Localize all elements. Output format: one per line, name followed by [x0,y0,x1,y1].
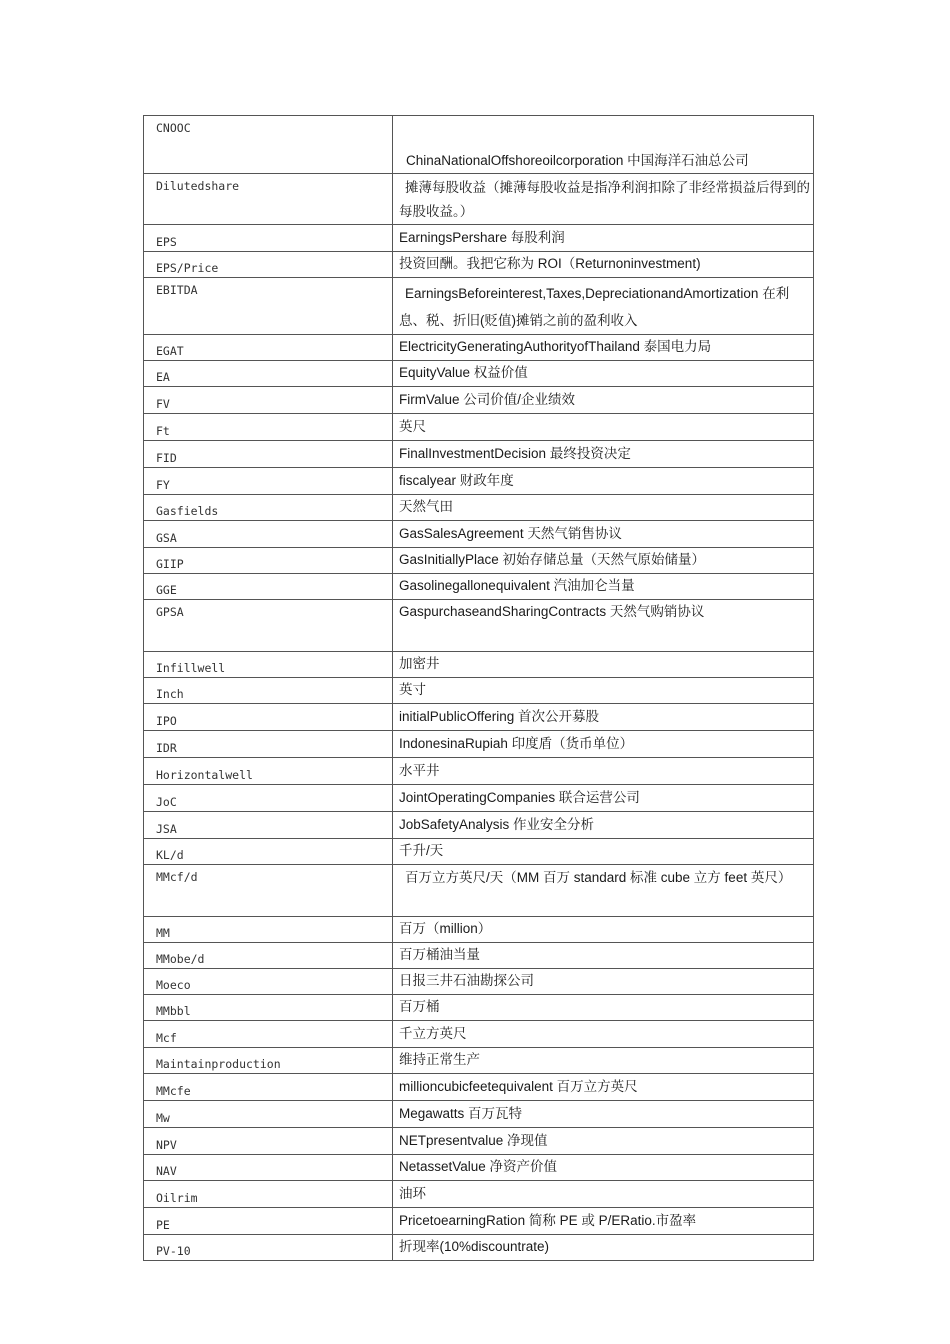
definition-text: PricetoearningRation 简称 PE 或 P/ERatio.市盈率 [399,1213,697,1228]
table-row [144,917,814,943]
term-cell [144,652,393,678]
definition-text: 千升/天 [399,843,444,858]
table-row [144,278,814,335]
definition-cell [393,600,814,652]
term-text: EA [156,370,170,384]
table-row [144,414,814,441]
definition-text: ElectricityGeneratingAuthorityofThailand 泰国电力局 [399,339,712,354]
definition-text: EarningsPershare 每股利润 [399,230,565,245]
definition-text: IndonesinaRupiah 印度盾（货币单位） [399,736,634,751]
term-cell [144,758,393,785]
definition-cell [393,652,814,678]
definition-cell [393,1208,814,1235]
definition-cell [393,917,814,943]
table-row [144,1208,814,1235]
definition-text: 日报三井石油勘探公司 [399,973,534,988]
table-row [144,652,814,678]
term-text: KL/d [156,848,184,862]
term-cell [144,387,393,414]
term-text: MMcf/d [156,870,198,884]
term-text: EPS [156,235,177,249]
term-cell [144,865,393,917]
definition-cell [393,252,814,278]
term-text: FV [156,397,170,411]
term-text: MMobe/d [156,952,205,966]
term-cell [144,600,393,652]
term-cell [144,1208,393,1235]
definition-text: Gasolinegallonequivalent 汽油加仑当量 [399,578,635,593]
glossary-table [143,115,814,1261]
definition-cell [393,995,814,1021]
definition-text: millioncubicfeetequivalent 百万立方英尺 [399,1079,638,1094]
term-cell [144,1235,393,1261]
term-cell [144,785,393,812]
table-row [144,1155,814,1181]
table-row [144,441,814,468]
term-cell [144,174,393,225]
definition-cell [393,495,814,521]
table-row [144,731,814,758]
term-text: GIIP [156,557,184,571]
term-text: GSA [156,531,177,545]
table-row [144,387,814,414]
term-text: IDR [156,741,177,755]
term-cell [144,1021,393,1048]
term-cell [144,335,393,361]
table-row [144,1181,814,1208]
table-row [144,521,814,548]
table-row [144,839,814,865]
term-text: Oilrim [156,1191,198,1205]
definition-cell [393,441,814,468]
term-cell [144,704,393,731]
term-text: EBITDA [156,283,198,297]
definition-cell [393,785,814,812]
term-text: GGE [156,583,177,597]
term-text: Infillwell [156,661,226,675]
term-cell [144,441,393,468]
term-cell [144,278,393,335]
term-cell [144,678,393,704]
term-cell [144,969,393,995]
term-text: MMcfe [156,1084,191,1098]
term-text: IPO [156,714,177,728]
term-cell [144,468,393,495]
table-row [144,1235,814,1261]
definition-text: 加密井 [399,656,440,671]
table-row [144,678,814,704]
term-text: Moeco [156,978,191,992]
table-row [144,1074,814,1101]
definition-text: 百万桶油当量 [399,947,480,962]
table-row [144,758,814,785]
definition-cell [393,704,814,731]
term-cell [144,1048,393,1074]
term-text: Maintainproduction [156,1057,281,1071]
term-cell [144,839,393,865]
term-cell [144,225,393,252]
definition-cell [393,574,814,600]
term-text: JSA [156,822,177,836]
definition-text: 天然气田 [399,499,453,514]
term-text: NAV [156,1164,177,1178]
table-row [144,812,814,839]
term-text: EPS/Price [156,261,219,275]
definition-text: 百万立方英尺/天（MM 百万 standard 标准 cube 立方 feet 英尺） [405,870,792,885]
term-text: Inch [156,687,184,701]
definition-text: initialPublicOffering 首次公开募股 [399,709,600,724]
term-text: Mcf [156,1031,177,1045]
definition-cell [393,361,814,387]
definition-text: 摊薄每股收益（摊薄每股收益是指净利润扣除了非经常损益后得到的每股收益。） [399,180,810,219]
definition-cell [393,865,814,917]
term-cell [144,252,393,278]
table-row [144,1101,814,1128]
definition-text: EquityValue 权益价值 [399,365,528,380]
definition-text: 百万（million） [399,921,492,936]
term-text: PE [156,1218,170,1232]
term-cell [144,943,393,969]
definition-cell [393,1021,814,1048]
table-row [144,1021,814,1048]
definition-cell [393,839,814,865]
term-cell [144,1128,393,1155]
table-row [144,1048,814,1074]
definition-text: JobSafetyAnalysis 作业安全分析 [399,817,595,832]
term-cell [144,574,393,600]
term-cell [144,495,393,521]
definition-cell [393,521,814,548]
definition-text: NETpresentvalue 净现值 [399,1133,548,1148]
term-cell [144,1101,393,1128]
term-cell [144,1155,393,1181]
definition-text: Megawatts 百万瓦特 [399,1106,523,1121]
term-text: MMbbl [156,1004,191,1018]
table-row [144,468,814,495]
definition-cell [393,731,814,758]
term-cell [144,812,393,839]
term-cell [144,116,393,174]
term-cell [144,917,393,943]
definition-text: GasInitiallyPlace 初始存储总量（天然气原始储量） [399,552,706,567]
term-cell [144,995,393,1021]
term-text: Dilutedshare [156,179,240,193]
term-text: JoC [156,795,177,809]
definition-cell [393,1128,814,1155]
table-row [144,785,814,812]
table-row [144,995,814,1021]
definition-text: 投资回酬。我把它称为 ROI（Returnoninvestment) [399,256,701,271]
term-text: FID [156,451,177,465]
table-row [144,335,814,361]
definition-cell [393,1074,814,1101]
definition-cell [393,225,814,252]
definition-text: GaspurchaseandSharingContracts 天然气购销协议 [399,604,705,619]
definition-text: NetassetValue 净资产价值 [399,1159,558,1174]
table-row [144,943,814,969]
definition-text: 千立方英尺 [399,1026,467,1041]
term-text: EGAT [156,344,184,358]
table-row [144,174,814,225]
term-text: PV-10 [156,1244,191,1258]
glossary-body [144,116,814,1261]
definition-text: GasSalesAgreement 天然气销售协议 [399,526,622,541]
table-row [144,969,814,995]
definition-cell [393,1181,814,1208]
term-cell [144,361,393,387]
definition-text: FirmValue 公司价值/企业绩效 [399,392,576,407]
term-text: MM [156,926,170,940]
term-cell [144,1181,393,1208]
definition-cell [393,174,814,225]
definition-cell [393,943,814,969]
definition-cell [393,548,814,574]
table-row [144,548,814,574]
term-cell [144,1074,393,1101]
definition-text: FinalInvestmentDecision 最终投资决定 [399,446,631,461]
term-text: Horizontalwell [156,768,253,782]
term-text: Mw [156,1111,170,1125]
definition-cell [393,335,814,361]
term-text: Gasfields [156,504,219,518]
definition-cell [393,116,814,174]
table-row [144,704,814,731]
definition-cell [393,812,814,839]
definition-text: 百万桶 [399,999,440,1014]
definition-cell [393,969,814,995]
definition-text: 折现率(10%discountrate) [399,1239,550,1254]
term-cell [144,521,393,548]
table-row [144,574,814,600]
table-row [144,252,814,278]
term-text: GPSA [156,605,184,619]
definition-text: ChinaNationalOffshoreoilcorporation 中国海洋石油总公司 [406,153,749,168]
table-row [144,865,814,917]
table-row [144,495,814,521]
table-row [144,1128,814,1155]
definition-text: EarningsBeforeinterest,Taxes,DepreciationandAmortization 在利息、税、折旧(贬值)摊销之前的盈利收入 [399,286,790,328]
definition-text: 油环 [399,1186,426,1201]
definition-cell [393,1048,814,1074]
definition-cell [393,678,814,704]
term-cell [144,414,393,441]
definition-text: 水平井 [399,763,440,778]
term-text: FY [156,478,170,492]
definition-cell [393,387,814,414]
definition-cell [393,758,814,785]
definition-cell [393,468,814,495]
definition-text: 英尺 [399,419,426,434]
table-row [144,225,814,252]
term-text: Ft [156,424,170,438]
definition-cell [393,278,814,335]
definition-text: 英寸 [399,682,426,697]
table-row [144,600,814,652]
definition-cell [393,414,814,441]
definition-text: fiscalyear 财政年度 [399,473,514,488]
term-text: CNOOC [156,121,191,135]
term-text: NPV [156,1138,177,1152]
term-cell [144,548,393,574]
term-cell [144,731,393,758]
definition-text: 维持正常生产 [399,1052,480,1067]
definition-cell [393,1101,814,1128]
table-row [144,116,814,174]
definition-text: JointOperatingCompanies 联合运营公司 [399,790,640,805]
definition-cell [393,1235,814,1261]
definition-cell [393,1155,814,1181]
table-row [144,361,814,387]
